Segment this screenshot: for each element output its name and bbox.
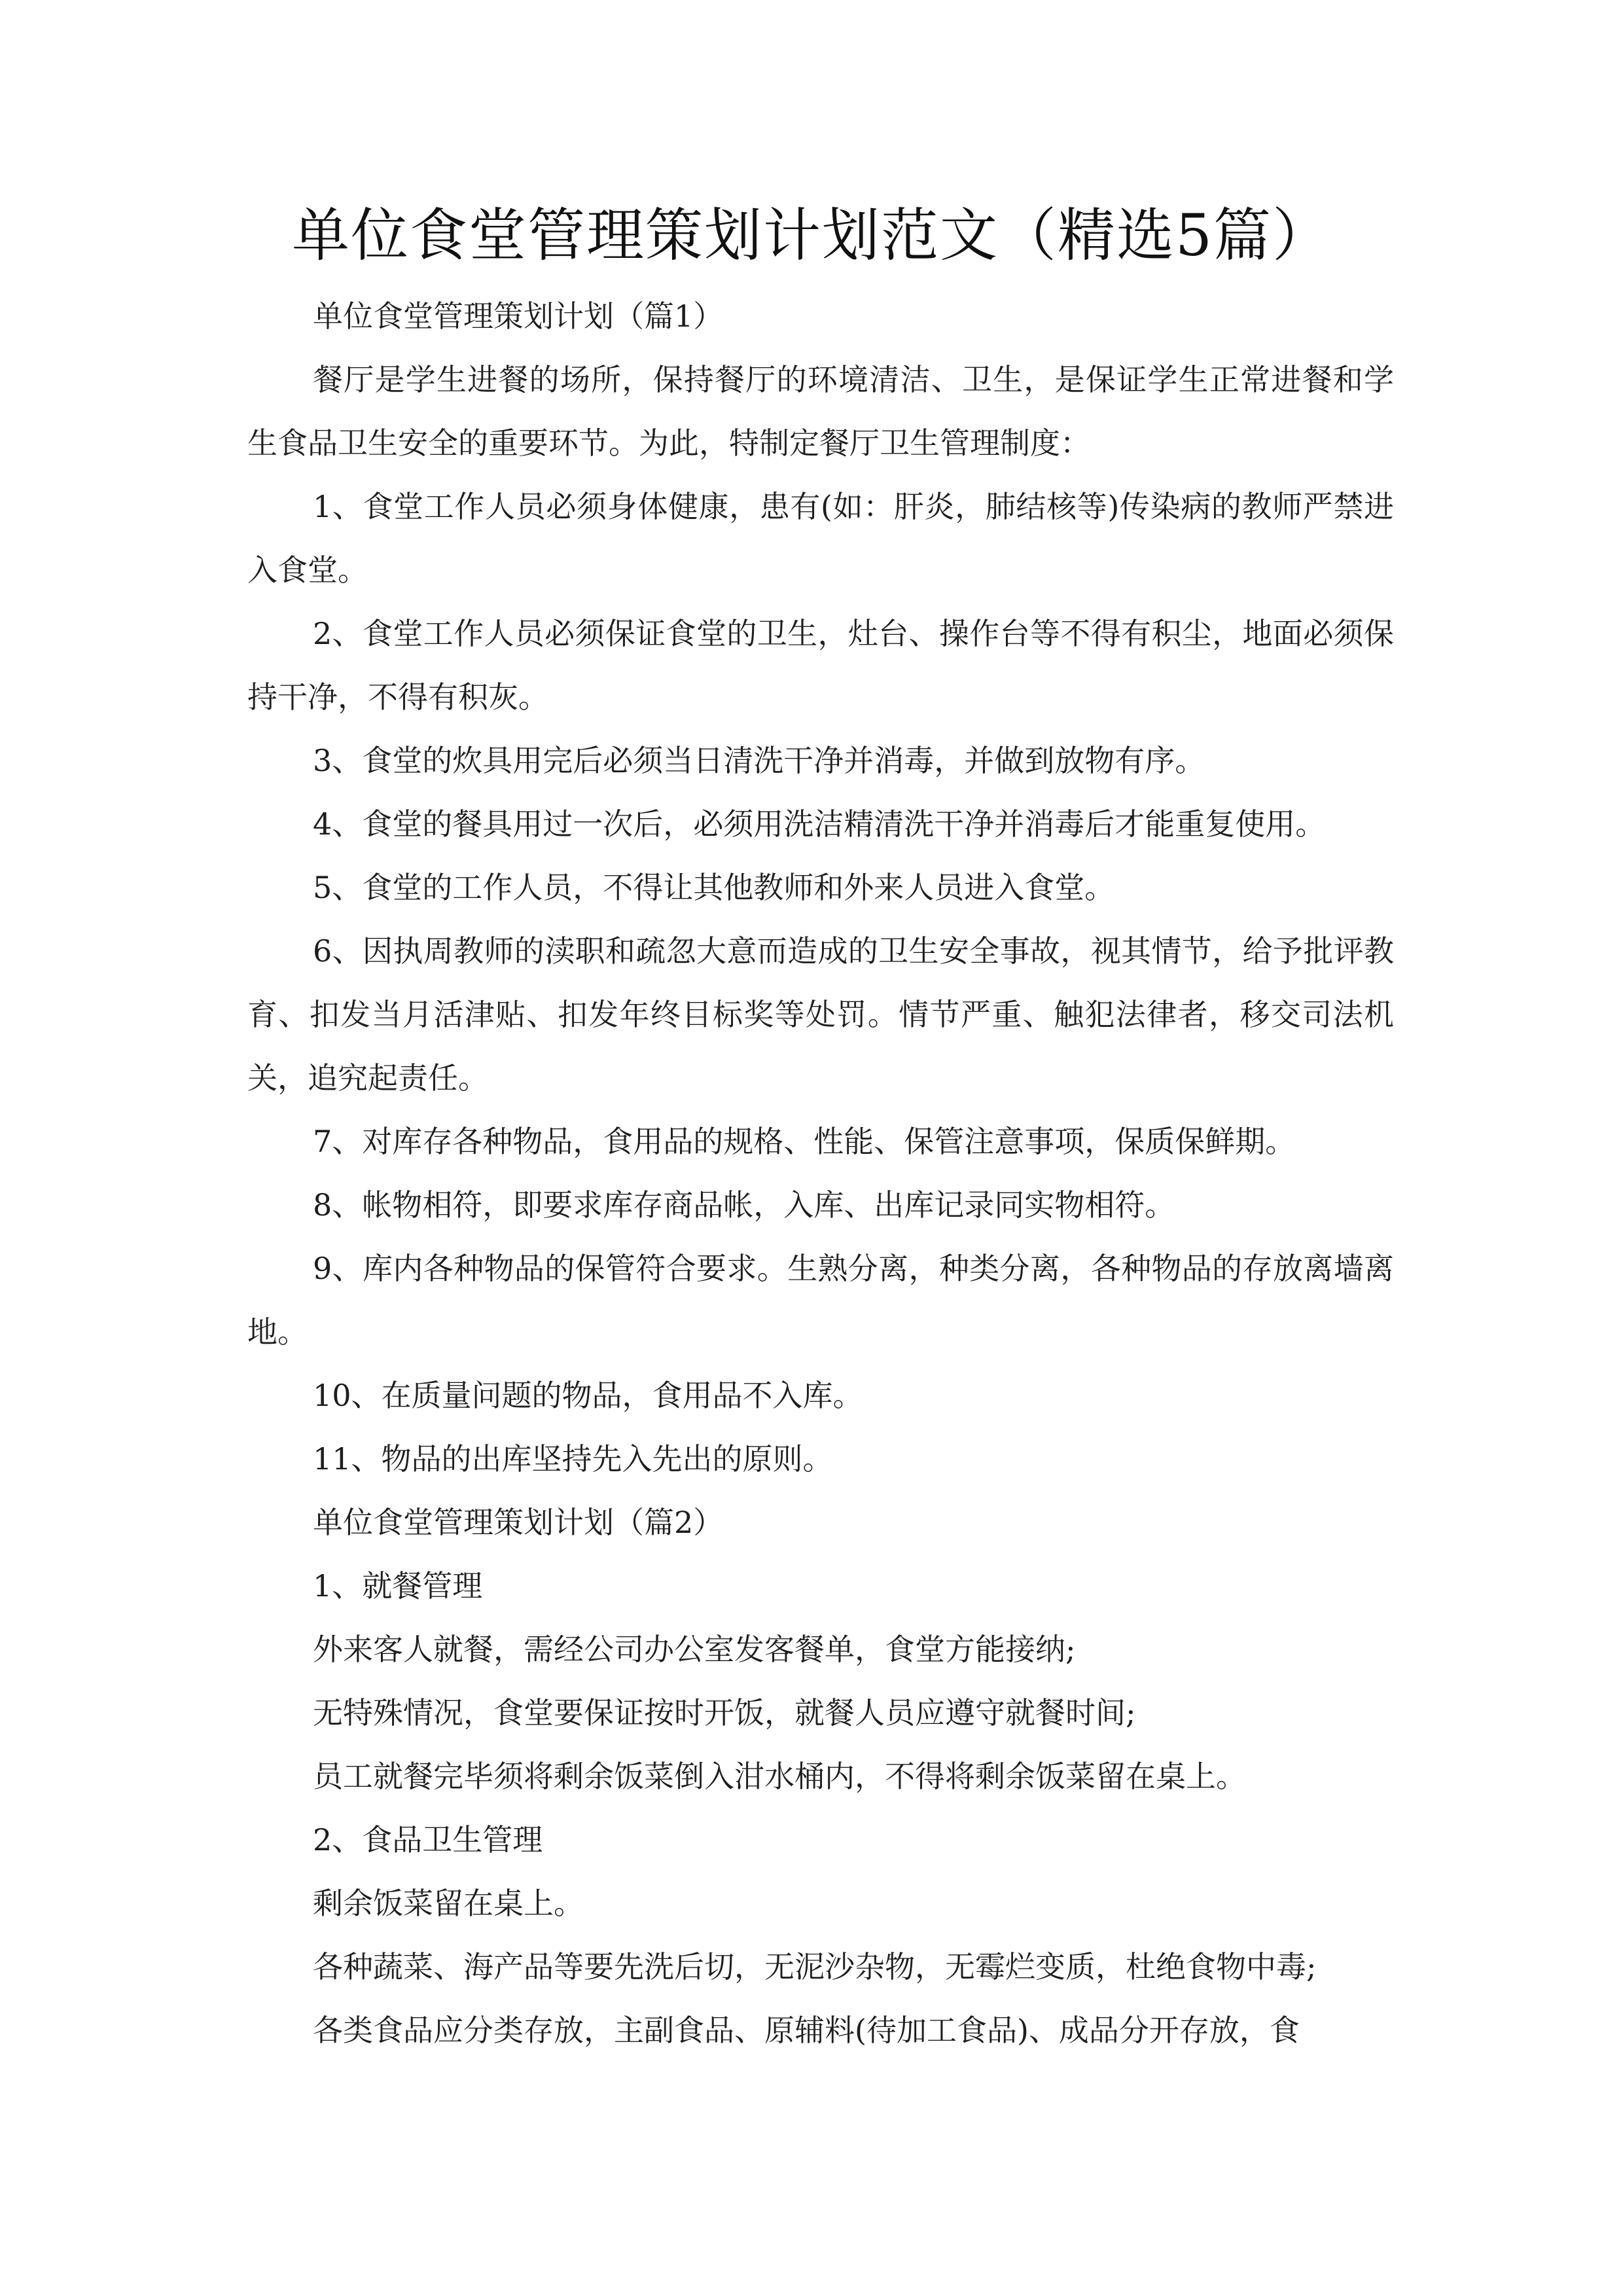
document-body — [247, 285, 1394, 2062]
hygiene-rule: 剩余饭菜留在桌上。 — [313, 1886, 584, 1921]
rule-item-8: 8、帐物相符，即要求库存商品帐，入库、出库记录同实物相符。 — [313, 1187, 1175, 1223]
hygiene-rule: 各种蔬菜、海产品等要先洗后切，无泥沙杂物，无霉烂变质，杜绝食物中毒; — [313, 1949, 1317, 1984]
rule-item-7: 7、对库存各种物品，食用品的规格、性能、保管注意事项，保质保鲜期。 — [313, 1124, 1296, 1159]
subsection-heading-hygiene: 2、食品卫生管理 — [313, 1822, 543, 1857]
rule-item-2: 2、食堂工作人员必须保证食堂的卫生，灶台、操作台等不得有积尘，地面必须保持干净，不得有积灰。 — [247, 616, 1394, 715]
hygiene-rule: 各类食品应分类存放，主副食品、原辅料(待加工食品)、成品分开存放，食 — [313, 2013, 1300, 2048]
rule-item-5: 5、食堂的工作人员，不得让其他教师和外来人员进入食堂。 — [313, 870, 1115, 905]
rule-item-11: 11、物品的出库坚持先入先出的原则。 — [313, 1441, 833, 1477]
dining-rule: 员工就餐完毕须将剩余饭菜倒入泔水桶内，不得将剩余饭菜留在桌上。 — [313, 1759, 1246, 1794]
rule-item-1: 1、食堂工作人员必须身体健康，患有(如：肝炎，肺结核等)传染病的教师严禁进入食堂。 — [247, 489, 1394, 588]
body-paragraph: 餐厅是学生进餐的场所，保持餐厅的环境清洁、卫生，是保证学生正常进餐和学生食品卫生安全的重要环节。为此，特制定餐厅卫生管理制度： — [247, 362, 1394, 461]
rule-item-9: 9、库内各种物品的保管符合要求。生熟分离，种类分离，各种物品的存放离墙离地。 — [247, 1251, 1394, 1350]
rule-item-6: 6、因执周教师的渎职和疏忽大意而造成的卫生安全事故，视其情节，给予批评教育、扣发当月活津贴、扣发年终目标奖等处罚。情节严重、触犯法律者，移交司法机关，追究起责任。 — [247, 933, 1394, 1096]
section-heading-1: 单位食堂管理策划计划（篇1） — [313, 298, 724, 334]
rule-item-3: 3、食堂的炊具用完后必须当日清洗干净并消毒，并做到放物有序。 — [313, 743, 1205, 778]
section-heading-2: 单位食堂管理策划计划（篇2） — [313, 1505, 724, 1540]
rule-item-4: 4、食堂的餐具用过一次后，必须用洗洁精清洗干净并消毒后才能重复使用。 — [313, 806, 1326, 842]
rule-item-10: 10、在质量问题的物品，食用品不入库。 — [313, 1378, 863, 1413]
dining-rule: 无特殊情况，食堂要保证按时开饭，就餐人员应遵守就餐时间; — [313, 1695, 1136, 1731]
dining-rule: 外来客人就餐，需经公司办公室发客餐单，食堂方能接纳; — [313, 1632, 1076, 1667]
document-title: 单位食堂管理策划计划范文（精选5篇） — [292, 202, 1331, 269]
subsection-heading-dining: 1、就餐管理 — [313, 1568, 483, 1604]
